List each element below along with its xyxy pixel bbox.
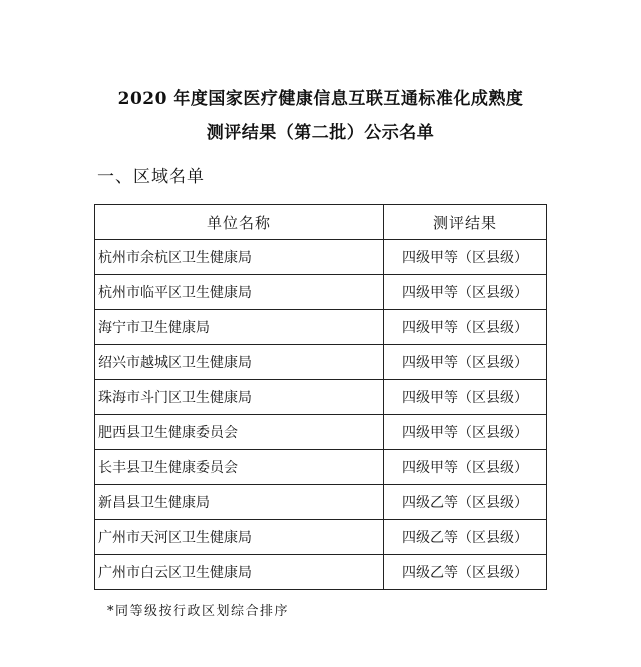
document-title-line1: 2020 年度国家医疗健康信息互联互通标准化成熟度 xyxy=(117,89,524,109)
result-cell: 四级甲等（区县级） xyxy=(384,240,547,275)
table-row xyxy=(95,275,547,310)
table-row xyxy=(95,310,547,345)
table-row xyxy=(95,520,547,555)
unit-cell: 肥西县卫生健康委员会 xyxy=(95,415,384,450)
results-table xyxy=(94,204,547,590)
result-cell: 四级甲等（区县级） xyxy=(384,310,547,345)
result-cell: 四级甲等（区县级） xyxy=(384,380,547,415)
unit-cell: 海宁市卫生健康局 xyxy=(95,310,384,345)
unit-cell: 广州市白云区卫生健康局 xyxy=(95,555,384,590)
result-cell: 四级乙等（区县级） xyxy=(384,555,547,590)
unit-cell: 杭州市临平区卫生健康局 xyxy=(95,275,384,310)
table-row xyxy=(95,380,547,415)
result-cell: 四级乙等（区县级） xyxy=(384,485,547,520)
section-heading: 一、区域名单 xyxy=(97,167,205,187)
result-cell: 四级甲等（区县级） xyxy=(384,450,547,485)
unit-cell: 新昌县卫生健康局 xyxy=(95,485,384,520)
unit-cell: 绍兴市越城区卫生健康局 xyxy=(95,345,384,380)
unit-cell: 杭州市余杭区卫生健康局 xyxy=(95,240,384,275)
result-cell: 四级甲等（区县级） xyxy=(384,345,547,380)
document-title-line2: 测评结果（第二批）公示名单 xyxy=(206,123,435,143)
table-row xyxy=(95,240,547,275)
column-header-result: 测评结果 xyxy=(384,205,547,240)
table-row xyxy=(95,450,547,485)
result-cell: 四级乙等（区县级） xyxy=(384,520,547,555)
result-cell: 四级甲等（区县级） xyxy=(384,415,547,450)
unit-cell: 长丰县卫生健康委员会 xyxy=(95,450,384,485)
table-header-row xyxy=(95,205,547,240)
result-cell: 四级甲等（区县级） xyxy=(384,275,547,310)
unit-cell: 珠海市斗门区卫生健康局 xyxy=(95,380,384,415)
footnote: *同等级按行政区划综合排序 xyxy=(107,604,290,619)
column-header-unit: 单位名称 xyxy=(95,205,384,240)
table-row xyxy=(95,345,547,380)
table-row xyxy=(95,485,547,520)
unit-cell: 广州市天河区卫生健康局 xyxy=(95,520,384,555)
table-row xyxy=(95,415,547,450)
table-row xyxy=(95,555,547,590)
